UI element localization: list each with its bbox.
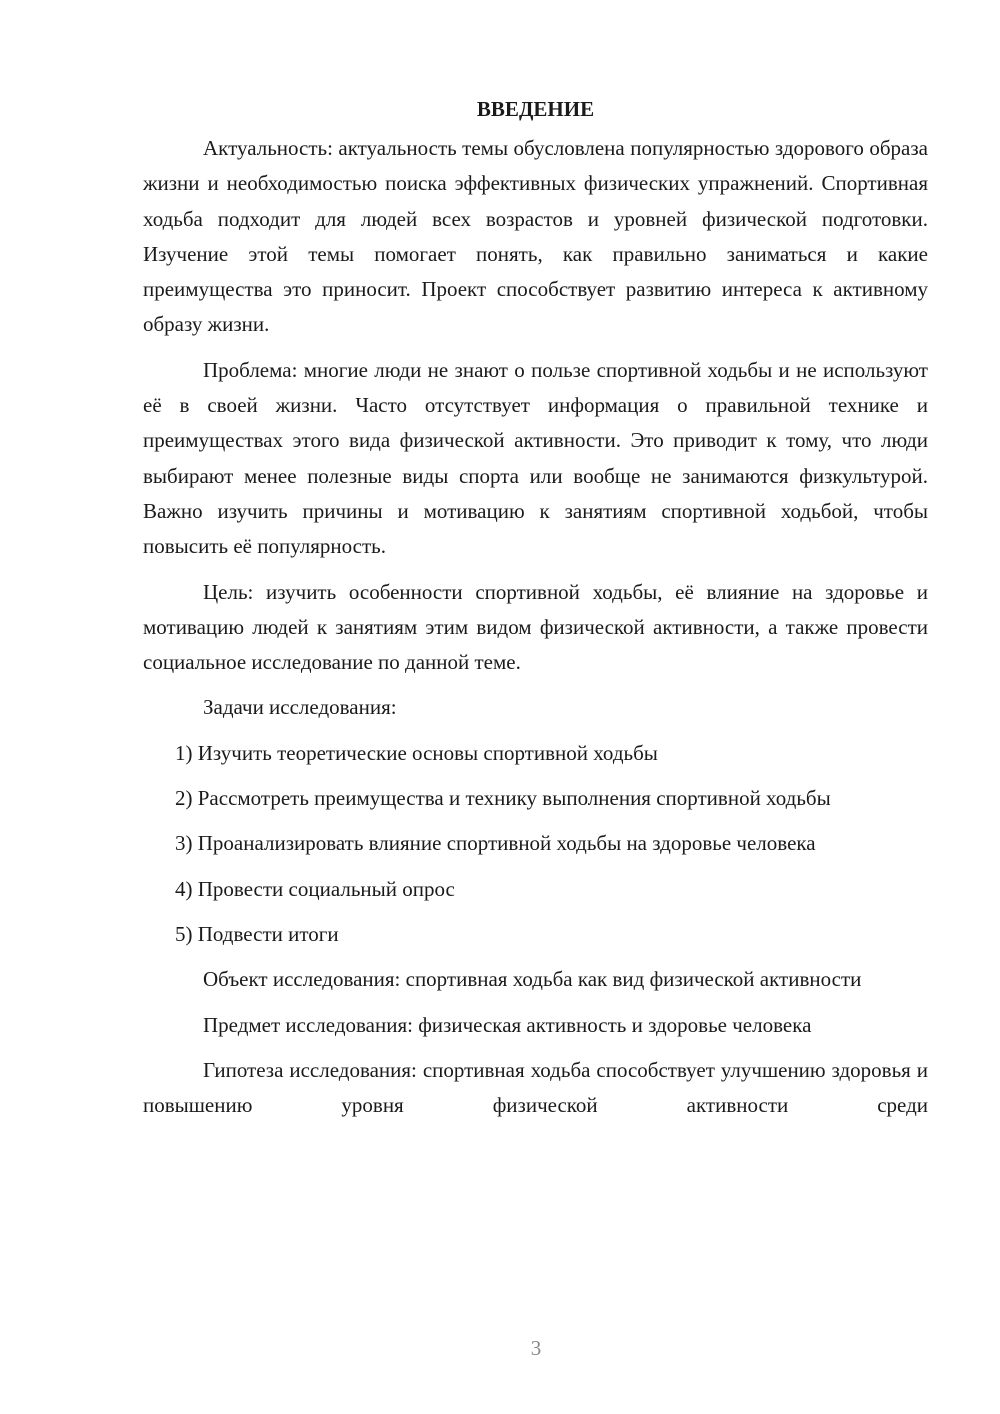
- tasks-heading: Задачи исследования:: [203, 695, 397, 720]
- task-item-3: 3) Проанализировать влияние спортивной ходьбы на здоровье человека: [175, 831, 816, 856]
- subject-paragraph: Предмет исследования: физическая активность и здоровье человека: [203, 1012, 812, 1037]
- task-item-2: 2) Рассмотреть преимущества и технику выполнения спортивной ходьбы: [175, 786, 831, 811]
- task-item-5: 5) Подвести итоги: [175, 921, 339, 946]
- page-number: 3: [530, 1336, 542, 1360]
- object-paragraph: Объект исследования: спортивная ходьба как вид физической активности: [203, 967, 862, 992]
- problem-paragraph: Проблема: многие люди не знают о пользе спортивной ходьбы и не используют её в своей жизни. Часто отсутствует информация о правильной технике и преимуществах этого вида физической активности. Это приводит к тому, что люди выбирают менее полезные виды спорта или вообще не занимаются физкультурой. Важно изучить причины и мотивацию к занятиям спортивной ходьбой, чтобы повысить её популярность.: [143, 357, 928, 559]
- document-page: [143, 92, 928, 1123]
- goal-paragraph: Цель: изучить особенности спортивной ходьбы, её влияние на здоровье и мотивацию людей к занятиям этим видом физической активности, а также провести социальное исследование по данной теме.: [143, 579, 928, 675]
- task-item-1: 1) Изучить теоретические основы спортивной ходьбы: [175, 740, 658, 765]
- section-title: ВВЕДЕНИЕ: [476, 97, 595, 121]
- relevance-paragraph: Актуальность: актуальность темы обусловлена популярностью здорового образа жизни и необходимостью поиска эффективных физических упражнений. Спортивная ходьба подходит для людей всех возрастов и уровней физической подготовки. Изучение этой темы помогает понять, как правильно заниматься и какие преимущества это приносит. Проект способствует развитию интереса к активному образу жизни.: [143, 136, 928, 337]
- task-item-4: 4) Провести социальный опрос: [175, 876, 455, 901]
- hypothesis-paragraph: Гипотеза исследования: спортивная ходьба способствует улучшению здоровья и повышению уровня физической активности среди: [143, 1057, 928, 1118]
